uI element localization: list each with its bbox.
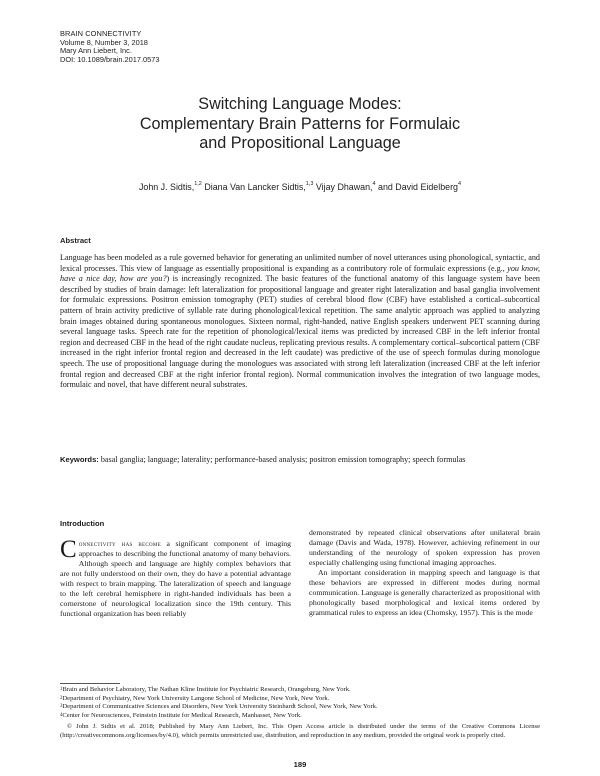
footnote-3: $^3$Department of Communicative Sciences and Disorders, New York University Steinhardt School, New York, New York. bbox=[60, 703, 378, 711]
page-number: 189 bbox=[293, 760, 307, 769]
intro-column-right bbox=[309, 528, 540, 618]
abstract-italic-examples: you know, have a nice day, how are you? bbox=[60, 263, 541, 284]
publisher: Mary Ann Liebert, Inc. bbox=[60, 46, 132, 56]
author-2: Diana Van Lancker Sidtis,$^{1,3}$ bbox=[204, 181, 314, 192]
journal-name: BRAIN CONNECTIVITY bbox=[60, 29, 142, 38]
title-line-1: Switching Language Modes: bbox=[198, 95, 402, 113]
author-1: John J. Sidtis,$^{1,2}$ bbox=[138, 181, 202, 192]
footnotes bbox=[60, 686, 540, 741]
footnote-4: $^4$Center for Neurosciences, Feinstein Institute for Medical Research, Manhasset, New York. bbox=[60, 711, 302, 719]
footnote-divider bbox=[60, 683, 120, 684]
intro-column-left bbox=[60, 519, 291, 619]
intro-paragraph-1: Connectivity has become a significant component of imaging approaches to describing the functional anatomy of many behaviors. Although speech and language are highly complex behaviors that are not fully understood on their own, they do have a potential advantage with respect to brain mapping. The lateralization of speech and language to the left cerebral hemisphere in right-handed individuals has been a cornerstone of neurological localization since the 19th century. This functional organization has been reliably bbox=[60, 536, 291, 619]
volume-info: Volume 8, Number 3, 2018 bbox=[60, 37, 148, 47]
keywords-label: Keywords: bbox=[60, 455, 99, 464]
footnote-2: $^2$Department of Psychiatry, New York University Langone School of Medicine, New York, New York. bbox=[60, 694, 330, 702]
intro-paragraph-2: An important consideration in mapping speech and language is that these behaviors are expressed in different modes during normal communication. Language is generally characterized as propositional with phonologically based morphological and lexical items ordered by grammatical rules to express an idea (Chomsky, 1957). This is the mode bbox=[309, 568, 540, 618]
keywords bbox=[60, 455, 540, 466]
abstract-heading: Abstract bbox=[60, 236, 91, 245]
doi: DOI: 10.1089/brain.2017.0573 bbox=[60, 54, 160, 64]
drop-cap: C bbox=[60, 536, 77, 564]
abstract-body: Language has been modeled as a rule governed behavior for generating an unlimited number of novel utterances using phonological, syntactic, and lexical processes. This view of language as essentially propositional is expanding as a contributory role of formulaic expressions (e.g., you know, have a nice day, how are you?) is increasingly recognized. The basic features of the functional anatomy of this language system have been described by studies of brain damage: left lateralization for propositional language and greater right lateralization and basal ganglia involvement for formulaic expressions. Positron emission tomography (PET) studies of cerebral blood flow (CBF) have established a cortical–subcortical pattern of brain activity predictive of syllable rate during phonological/lexical repetition. The same analytic approach was applied to analyzing brain images obtained during spontaneous monologues. Sixteen normal, right-handed, native English speakers underwent PET scanning during several language tasks. Speech rate for the repetition of phonological/lexical items was predicted by increased CBF in the left inferior frontal region and decreased CBF in the head of the right caudate nucleus, replicating previous results. A complementary cortical–subcortical pattern (CBF increased in the right inferior frontal region and decreased in the left caudate) was predictive of the use of speech formulas during monologue speech. The use of propositional language during the monologues was associated with strong left lateralization (increased CBF at the left inferior frontal region and decreased CBF at the right inferior frontal region). Normal communication involves the integration of two language modes, formulaic and novel, that have different neural substrates. bbox=[60, 253, 541, 390]
article-title bbox=[60, 95, 540, 154]
license-notice: © John J. Sidtis et al. 2018; Published by Mary Ann Liebert, Inc. This Open Access article is distributed under the terms of the Creative Commons License (http://creativecommons.org/licenses/by/4.0), which permits unrestricted use, distribution, and reproduction in any medium, provided the original work is properly cited. bbox=[60, 723, 540, 739]
author-4: and David Eidelberg$^4$ bbox=[378, 181, 462, 192]
author-3: Vijay Dhawan,$^4$ bbox=[315, 181, 376, 192]
intro-smallcaps: onnectivity has become bbox=[78, 539, 162, 549]
footnote-1: $^1$Brain and Behavior Laboratory, The Nathan Kline Institute for Psychiatric Research, Orangeburg, New York. bbox=[60, 686, 351, 693]
author-list bbox=[60, 182, 540, 192]
title-line-2: Complementary Brain Patterns for Formulaic bbox=[139, 114, 461, 133]
title-line-3: and Propositional Language bbox=[199, 134, 401, 152]
journal-masthead bbox=[60, 30, 159, 64]
keywords-text: basal ganglia; language; laterality; performance-based analysis; positron emission tomography; speech formulas bbox=[100, 455, 466, 464]
intro-paragraph-1-cont: demonstrated by repeated clinical observations after unilateral brain damage (Davis and Wada, 1978). However, achieving refinement in our understanding of the neurology of spoken expression has proven especially challenging using functional imaging approaches. bbox=[309, 528, 540, 568]
intro-heading: Introduction bbox=[60, 519, 105, 528]
